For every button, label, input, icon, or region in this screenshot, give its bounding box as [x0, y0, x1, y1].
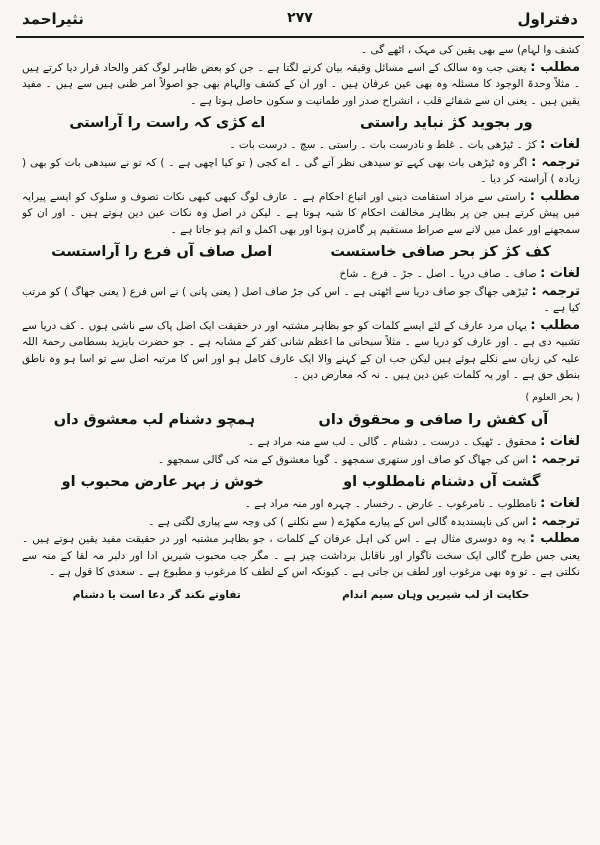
- paragraph-text: یہاں مرد عارف کے لئے ایسے کلمات کو جو بظاہر مشتبہ اور در حقیقت ایک اصل پاک سے ناشی ہوں ۔ کف دریا سے تشبیہ دی ہے ۔ اور عارف کو دریا سے ۔ مثلاً سبحانی ما اعظم شانی کفر کے مشابہ ہے ۔ جو حضرت بایزید بسطامی رحمۃ اللہ علیہ کی زبان سے نکلے ہوئے ہیں لیکن جب ان کے کہنے والا ایک عارف کامل ہو اور اس کا مرتبہ اصل سے تو اسا ہو وہ ناطق بنطق حق ہے ۔ اور یہ کلمات عین دین ہیں ۔ نہ کہ معارض دین ۔: [22, 319, 580, 381]
- paragraph-text: کشف وا لہام) سے بھی یقین کی مہک ، اٹھے گی ۔: [361, 44, 580, 56]
- section-label: ترجمہ :: [531, 451, 580, 467]
- verse-hemistich: آں کفش را صافی و محقوق داں: [318, 412, 549, 428]
- paragraph: [22, 266, 580, 283]
- book-volume: دفتراول: [517, 10, 578, 28]
- verse-hemistich: ہمچو دشنام لب معشوق داں: [53, 412, 255, 428]
- paragraph: [22, 137, 580, 154]
- paragraph: [22, 60, 580, 110]
- section-label: مطلب :: [529, 188, 580, 204]
- section-label: ترجمہ :: [531, 283, 580, 299]
- verse-hemistich: حکایت از لب شیریں وہان سیم اندام: [342, 588, 530, 601]
- section-label: لغات :: [540, 266, 580, 281]
- page-header: [18, 6, 582, 36]
- verse-couplet: [22, 471, 580, 493]
- paragraph-text: کژ ۔ ٹیڑھی بات ۔ غلط و نادرست بات ۔ راستی ۔ سچ ۔ درست بات ۔: [229, 139, 537, 151]
- verse-couplet: [22, 241, 580, 263]
- section-label: ترجمہ :: [531, 154, 580, 170]
- paragraph: [22, 531, 580, 581]
- paragraph-text: محقوق ۔ ٹھیک ۔ درست ۔ دشنام ۔ گالی ۔ لب سے منہ مراد ہے ۔: [248, 436, 537, 448]
- paragraph-text: نامطلوب ۔ نامرغوب ۔ عارض ۔ رخسار ۔ چہرہ اور منہ مراد ہے ۔: [244, 498, 537, 510]
- paragraph-text: یعنی جب وہ سالک کے اسے مسائل وقیقہ بیان کرنے لگتا ہے ۔ جن کو بعض ظاہر لوگ کفر والحاد قرار دیا کرتے ہیں ۔ مثلاً وحدۃ الوجود کا مسئلہ وہ بھی عین عرفان ہیں ۔ اور ان کے کشف والہام بھی جو اصولاً امر ظنی ہیں سے ہیں ۔ مفید یقین ہیں ۔ یعنی ان سے شفائے قلب ، انشراح صدر اور طمانیت و سکون حاصل ہوتا ہے ۔: [22, 61, 580, 107]
- verse-hemistich: اے کژی کہ راست را آراستی: [69, 115, 266, 131]
- paragraph: [22, 155, 580, 188]
- paragraph: [22, 284, 580, 317]
- verse-hemistich: ور بجوید کژ نباید راستی: [359, 115, 533, 131]
- paragraph-text: اگر وہ ٹیڑھی بات بھی کہے تو سیدھی نظر آتے گی ۔ اے کجی ( تو کیا اچھی ہے ۔ ) کہ تو نے سیدھی بات کو بھی ( زیادہ ) آراستہ کر دیا ۔: [22, 156, 580, 185]
- paragraph-text: یہ وہ دوسری مثال ہے ۔ اس کی اہل عرفان کے کلمات ، جو بظاہر مشتبہ اور در حقیقت مفید یقین ہوتے ہیں ۔ یعنی جس طرح گالی ایک سخت ناگوار اور ناقابل برداشت چیز ہے ۔ مگر جب محبوب شیریں ادا اور دلبر مہ لقا کے منہ سے نکلتی ہے ۔ تو وہ بھی مرغوب اور لطف بن جاتی ہے ۔ کیونکہ اس کے لطف کا مرغوب و مطبوع ہے ۔ سعدی کا قول ہے ۔: [22, 533, 580, 578]
- verse-hemistich: اصل صاف آں فرع را آراستست: [51, 244, 273, 260]
- paragraph: [22, 434, 580, 451]
- section-note: ( بحر العلوم ): [525, 391, 580, 403]
- paragraph-text: ٹیڑھی جھاگ جو صاف دریا سے اٹھتی ہے ۔ اس کی جڑ صاف اصل ( یعنی پانی ) نے اس فرع ( یعنی جھاگ ) کو مرتب کیا ہے ۔: [22, 285, 580, 314]
- paragraph: [22, 42, 580, 59]
- author-name: نثیراحمد: [22, 10, 84, 28]
- paragraph-text: راستی سے مراد استقامت دینی اور اتباع احکام ہے ۔ عارف لوگ کبھی کبھی نکات تصوف و سلوک کو ایسے پیرایہ میں پیش کرتے ہیں جن پر بظاہر مخالفت احکام کا شبہ ہوتا ہے ۔ لیکن در اصل وہ نکات عین دین ہوتے ہیں ۔ اور ان کو سمجھنے اور عمل میں لانے سے صراط مستقیم پر گامزن ہونا اور بھی اکمل و اتم ہو جاتا ہے ۔: [22, 190, 580, 236]
- page-body: [22, 42, 580, 839]
- section-label: مطلب :: [529, 531, 580, 546]
- verse-hemistich: تفاوتے نکند گر دعا است یا دشنام: [72, 588, 241, 601]
- paragraph: [22, 514, 580, 531]
- section-label: ترجمہ :: [531, 513, 580, 529]
- verse-hemistich: کف کژ کز بحر صافی خاستست: [330, 244, 551, 260]
- paragraph: [22, 318, 580, 384]
- header-rule: [16, 36, 584, 38]
- verse-couplet: [22, 112, 580, 134]
- section-label: لغات :: [540, 434, 580, 449]
- paragraph: [22, 189, 580, 239]
- paragraph-text: اس کی ناپسندیدہ گالی اس کے پیارے مکھڑے ( سے نکلنے ) کی وجہ سے پیاری لگتی ہے ۔: [148, 515, 529, 528]
- verse-couplet: [22, 409, 580, 431]
- section-label: لغات :: [540, 496, 580, 511]
- paragraph: [22, 496, 580, 513]
- section-label: لغات :: [540, 137, 580, 152]
- section-label: مطلب :: [530, 317, 580, 333]
- section-label: مطلب :: [530, 59, 580, 75]
- paragraph: [22, 452, 580, 469]
- verse-hemistich: گشت آں دشنام نامطلوب او: [343, 474, 541, 490]
- page-number: ۲۷۷: [287, 10, 313, 26]
- paragraph-text: صاف ۔ صاف دریا ۔ اصل ۔ جڑ ۔ فرع ۔ شاخ: [339, 268, 537, 280]
- verse-hemistich: خوش ز بہر عارض محبوب او: [61, 474, 264, 490]
- closing-couplet: [22, 584, 580, 606]
- paragraph-text: اس کی جھاگ کو صاف اور ستھری سمجھو ۔ گویا معشوق کے منہ کی گالی سمجھو ۔: [157, 453, 529, 466]
